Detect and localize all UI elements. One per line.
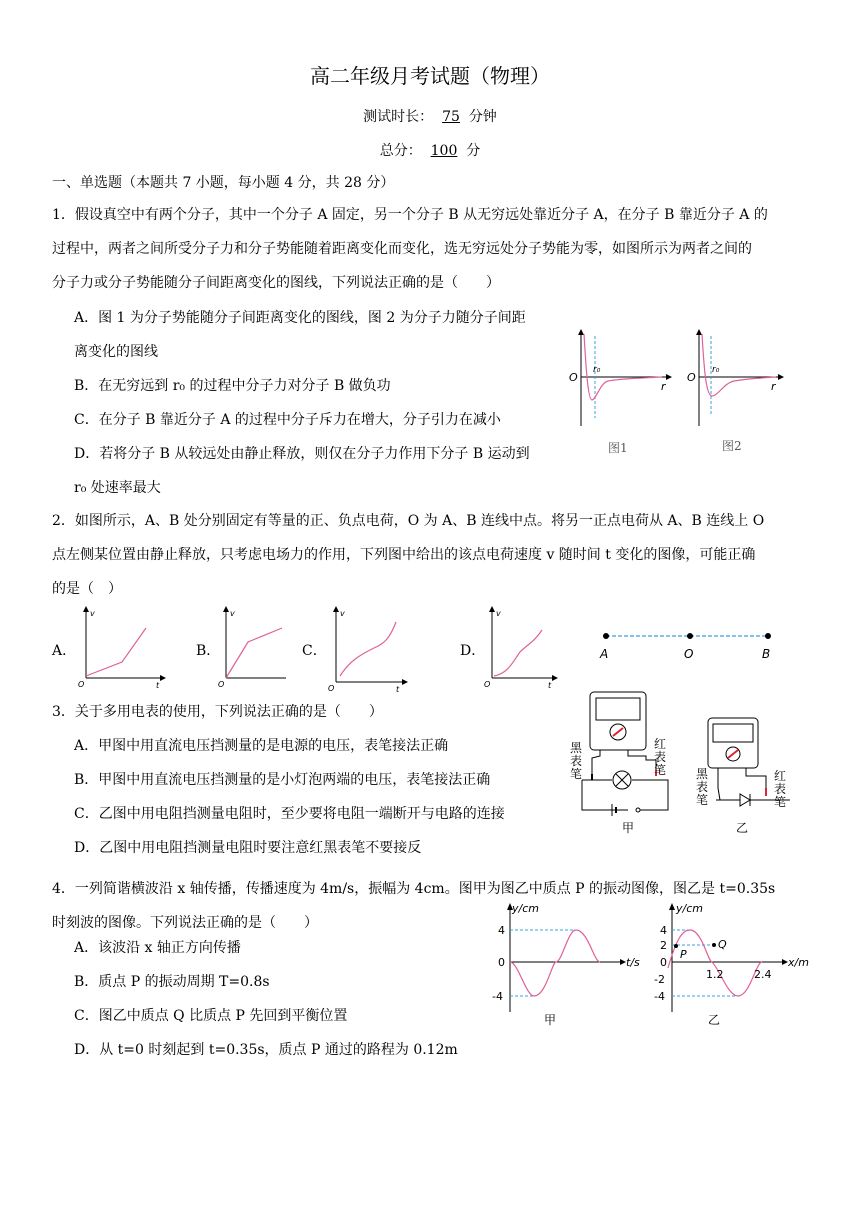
q4-stem-line: 时刻波的图像。下列说法正确的是（ ） — [52, 915, 318, 931]
y-axis-label: y/cm — [512, 902, 539, 915]
q1-option-a: A．图 1 为分子势能随分子间距离变化的图线，图 2 为分子力随分子间距 — [74, 310, 526, 326]
section-heading: 一、单选题（本题共 7 小题，每小题 4 分，共 28 分） — [52, 175, 395, 191]
circuit-jia — [570, 692, 668, 835]
origin-label: O — [687, 371, 696, 384]
arrow — [223, 606, 229, 612]
q1-figure-2 — [687, 329, 784, 453]
t-label: t — [396, 685, 400, 692]
multimeter-display — [713, 724, 753, 742]
v-label: v — [90, 609, 95, 618]
black-probe-label: 黑 — [696, 767, 709, 781]
r-label: r — [771, 380, 776, 393]
charge-a-dot — [603, 633, 609, 639]
q4-stem-line: 4．一列简谐横波沿 x 轴传播，传播速度为 4m/s，振幅为 4cm。图甲为图乙中质点 P 的振动图像，图乙是 t=0.35s — [52, 881, 776, 897]
y-tick: 0 — [660, 956, 667, 969]
q2-stem-line: 2．如图所示，A、B 处分别固定有等量的正、负点电荷，O 为 A、B 连线中点。将另一正点电荷从 A、B 连线上 O — [52, 513, 765, 529]
point-o-label: O — [684, 647, 694, 661]
q4-option-b: B．质点 P 的振动周期 T=0.8s — [74, 974, 270, 990]
duration-label: 测试时长： — [363, 109, 434, 125]
duration-unit: 分钟 — [468, 109, 497, 125]
t-label: t — [548, 681, 552, 688]
score-value: 100 — [430, 143, 458, 159]
x-axis-label: x/m — [788, 956, 809, 969]
red-probe-label: 表 — [654, 750, 667, 764]
graph-yi-caption: 乙 — [708, 1013, 721, 1027]
q2-graph-a — [74, 604, 174, 688]
red-probe-label: 红 — [774, 769, 787, 783]
q1-option-a-cont: 离变化的图线 — [74, 344, 158, 360]
page-title: 高二年级月考试题（物理） — [310, 64, 550, 88]
q2-graph-c — [324, 604, 414, 692]
q1-stem-line: 分子力或分子势能随分子间距离变化的图线，下列说法正确的是（ ） — [52, 275, 500, 291]
black-probe-label: 笔 — [570, 767, 583, 781]
black-probe-wire — [592, 750, 600, 780]
figure-yi-caption: 乙 — [736, 821, 749, 835]
arrow — [669, 903, 675, 910]
v-label: v — [340, 609, 345, 618]
black-probe-label: 黑 — [570, 741, 583, 755]
origin-label: O — [328, 684, 335, 692]
q1-option-c: C．在分子 B 靠近分子 A 的过程中分子斥力在增大，分子引力在减小 — [74, 412, 501, 428]
black-probe-wire — [718, 768, 720, 800]
t-label: t — [156, 681, 160, 688]
q3-option-d: D．乙图中用电阻挡测量电阻时要注意红黑表笔不要接反 — [74, 840, 422, 856]
q4-option-c: C．图乙中质点 Q 比质点 P 先回到平衡位置 — [74, 1008, 348, 1024]
red-probe-wire — [628, 750, 656, 770]
q1-stem — [52, 198, 812, 300]
circuit-yi — [696, 718, 790, 835]
y-tick: -2 — [654, 973, 665, 986]
arrow — [552, 675, 558, 681]
q2-choice-c-label: C． — [302, 643, 327, 659]
origin-label: O — [78, 680, 85, 688]
y-tick: -4 — [654, 990, 665, 1003]
v-t-curve — [86, 628, 146, 676]
wave-curve — [668, 930, 762, 996]
q4-option-a: A．该波沿 x 轴正方向传播 — [74, 940, 241, 956]
q2-stem-line: 的是（ ） — [52, 581, 122, 597]
q2-choice-d-label: D． — [460, 643, 486, 659]
y-tick: 0 — [498, 956, 505, 969]
q4-graph-yi — [650, 900, 820, 1030]
q2-choice-b-label: B． — [196, 643, 221, 659]
origin-label: O — [569, 371, 578, 384]
red-probe-label: 红 — [654, 737, 667, 751]
midpoint-o-dot — [687, 633, 693, 639]
fig2-caption: 图2 — [722, 439, 742, 453]
arrow — [333, 606, 339, 612]
duration-value: 75 — [442, 109, 460, 125]
y-axis-label: y/cm — [676, 902, 703, 915]
red-probe-label: 笔 — [654, 763, 667, 777]
q2-stem-line: 点左侧某位置由静止释放，只考虑电场力的作用，下列图中给出的该点电荷速度 v 随时间 t 变化的图像，可能正确 — [52, 547, 756, 563]
arrow — [402, 679, 408, 685]
y-tick: -4 — [492, 990, 503, 1003]
black-probe-label: 笔 — [696, 793, 709, 807]
q1-figure-1 — [569, 329, 672, 455]
v-t-curve — [226, 628, 282, 678]
black-probe-label: 表 — [696, 780, 709, 794]
r0-label: r₀ — [712, 365, 720, 375]
red-probe-wire — [746, 768, 766, 792]
q4-graph-jia — [490, 900, 650, 1030]
score-unit: 分 — [466, 143, 481, 159]
q1-stem-line: 1．假设真空中有两个分子，其中一个分子 A 固定，另一个分子 B 从无穷远处靠近分子 A，在分子 B 靠近分子 A 的 — [52, 207, 768, 223]
q1-stem-line: 过程中，两者之间所受分子力和分子势能随着距离变化而变化，选无穷远处分子势能为零，如图所示为两者之间的 — [52, 241, 752, 257]
v-t-curve — [494, 630, 542, 676]
x-axis-label: t/s — [626, 956, 640, 969]
q3-circuit-figures — [568, 688, 800, 840]
r-label: r — [661, 380, 666, 393]
point-b-label: B — [762, 647, 771, 661]
q1-option-b: B．在无穷远到 r₀ 的过程中分子力对分子 B 做负功 — [74, 378, 391, 394]
q4-option-d: D．从 t=0 时刻起到 t=0.35s，质点 P 通过的路程为 0.12m — [74, 1042, 458, 1058]
q2-graph-d — [480, 604, 566, 688]
point-p-dot — [674, 944, 678, 948]
q3-stem: 3．关于多用电表的使用，下列说法正确的是（ ） — [52, 704, 383, 720]
y-tick: 4 — [498, 924, 505, 937]
black-probe-label: 表 — [570, 754, 583, 768]
q1-option-d: D．若将分子 B 从较远处由静止释放，则仅在分子力作用下分子 B 运动到 — [74, 446, 530, 462]
v-t-curve — [340, 622, 396, 676]
score-label: 总分： — [379, 143, 422, 159]
vibration-curve — [510, 930, 600, 996]
x-tick: 1.2 — [706, 968, 724, 981]
q2-choice-a-label: A． — [52, 643, 77, 659]
arrow — [666, 374, 672, 380]
red-probe-label: 笔 — [774, 795, 787, 809]
multimeter-display — [596, 698, 640, 720]
origin-label: O — [218, 680, 225, 688]
red-probe-label: 表 — [774, 782, 787, 796]
diode-icon — [740, 794, 750, 806]
q2-stem — [52, 504, 812, 606]
point-q-dot — [712, 943, 716, 947]
arrow — [578, 329, 584, 335]
q3-option-c: C．乙图中用电阻挡测量电阻时，至少要将电阻一端断开与电路的连接 — [74, 806, 505, 822]
point-q-label: Q — [718, 938, 727, 951]
point-p-label: P — [680, 948, 687, 961]
fig1-caption: 图1 — [608, 441, 628, 455]
point-a-label: A — [600, 647, 609, 661]
q1-option-d-cont: r₀ 处速率最大 — [74, 480, 161, 496]
y-tick: 4 — [660, 924, 667, 937]
q3-option-b: B．甲图中用直流电压挡测量的是小灯泡两端的电压，表笔接法正确 — [74, 772, 491, 788]
arrow — [83, 606, 89, 612]
arrow — [778, 374, 784, 380]
r0-label: r₀ — [593, 365, 601, 375]
arrow — [489, 606, 495, 612]
graph-jia-caption: 甲 — [544, 1013, 557, 1027]
total-score — [0, 140, 860, 160]
q2-charge-line — [592, 624, 782, 664]
arrow — [160, 675, 166, 681]
y-tick: 2 — [660, 939, 667, 952]
x-tick: 2.4 — [754, 968, 772, 981]
test-duration — [0, 106, 860, 126]
charge-b-dot — [765, 633, 771, 639]
q2-graph-b — [214, 604, 294, 688]
origin-label: O — [484, 680, 491, 688]
switch-icon — [636, 808, 640, 812]
figure-jia-caption: 甲 — [622, 821, 635, 835]
q1-figures — [566, 328, 796, 458]
arrow — [696, 329, 702, 335]
v-label: v — [496, 609, 501, 618]
q3-option-a: A．甲图中用直流电压挡测量的是电源的电压，表笔接法正确 — [74, 738, 449, 754]
v-label: v — [230, 609, 235, 618]
